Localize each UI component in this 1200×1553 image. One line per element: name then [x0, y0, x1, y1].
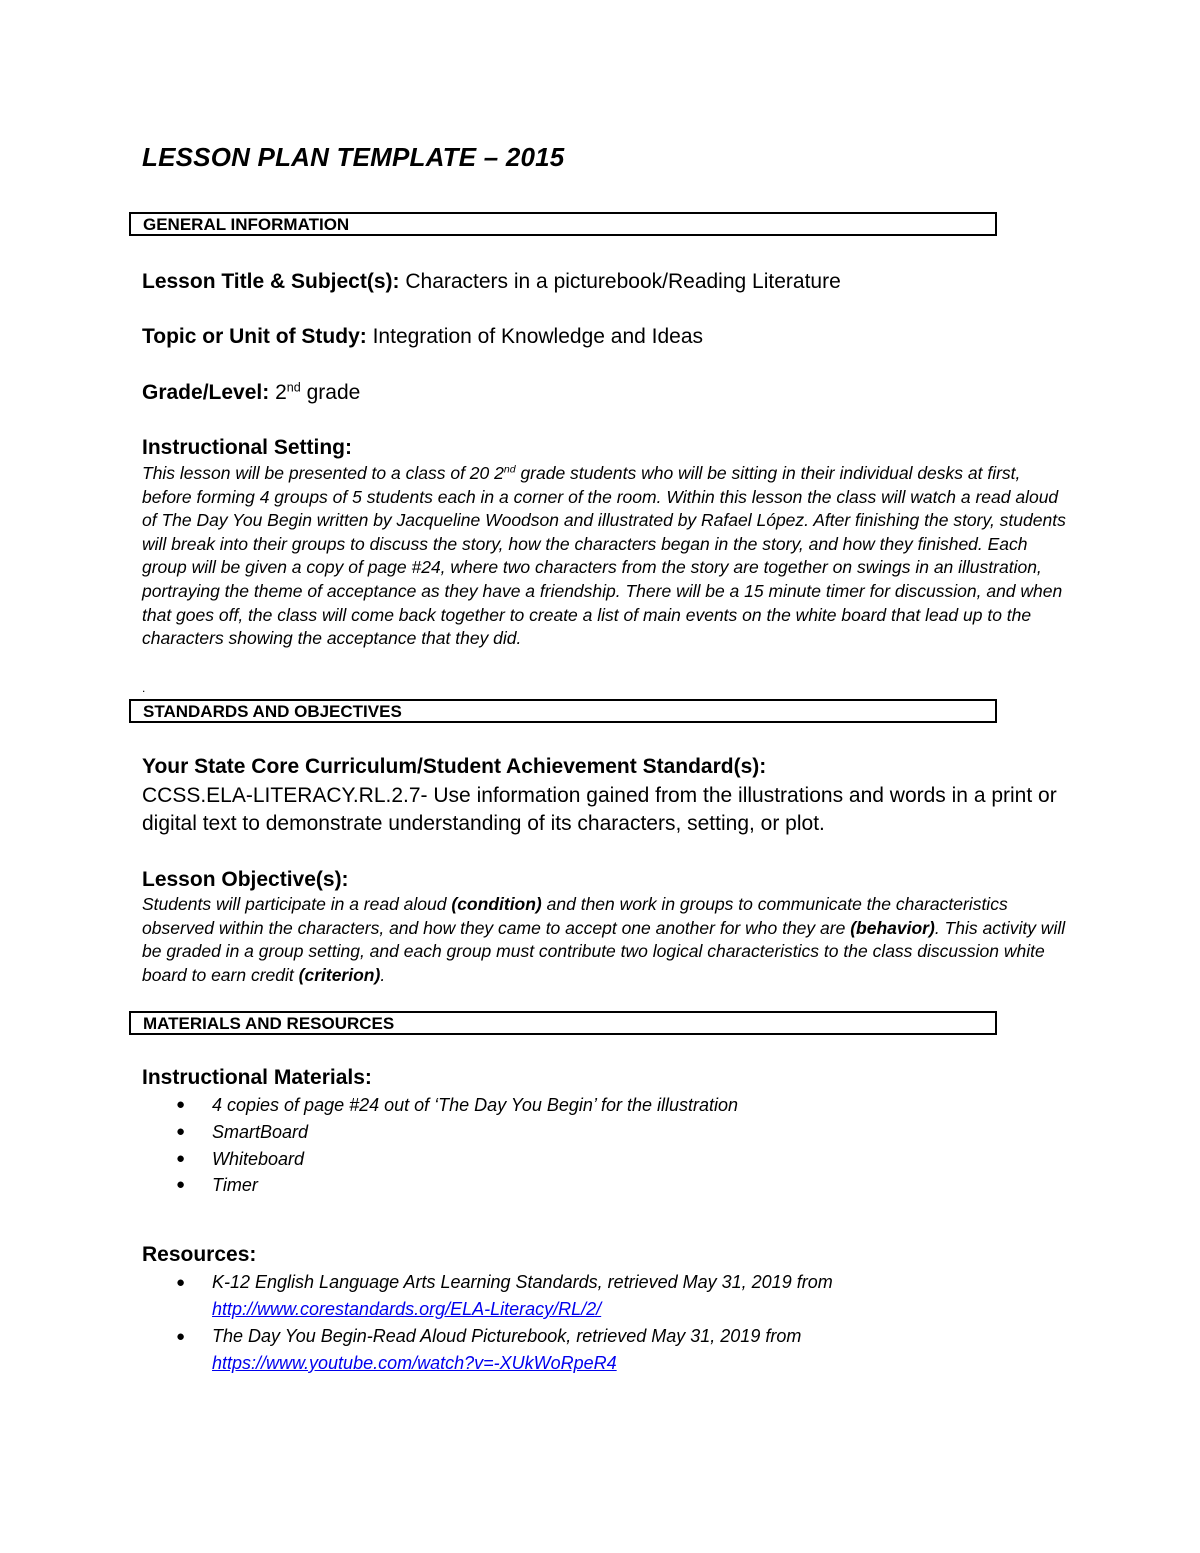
material-text: SmartBoard [212, 1121, 309, 1142]
core-standard-text: CCSS.ELA-LITERACY.RL.2.7- Use information gained from the illustrations and words in a print or digital text to demonstrate understanding of its characters, setting, or plot. [142, 784, 1057, 835]
list-item [176, 1269, 833, 1323]
objective-label: Lesson Objective(s): [142, 868, 349, 891]
bullet-icon: ● [176, 1274, 186, 1291]
topic-label: Topic or Unit of Study: [142, 325, 367, 348]
list-item [176, 1092, 738, 1119]
resource-link-corestandards[interactable]: http://www.corestandards.org/ELA-Literacy/RL/2/ [212, 1299, 602, 1319]
trailing-dot: . [142, 681, 146, 695]
material-text: Whiteboard [212, 1148, 305, 1169]
material-text: 4 copies of page #24 out of ‘The Day You Begin’ for the illustration [212, 1095, 739, 1115]
instructional-materials-label: Instructional Materials: [142, 1066, 372, 1089]
list-item [176, 1323, 833, 1377]
list-item [176, 1119, 738, 1146]
bullet-icon: ● [176, 1149, 186, 1167]
objective-paragraph [142, 893, 1072, 987]
setting-label: Instructional Setting: [142, 436, 352, 459]
objective-condition: (condition) [451, 894, 542, 914]
bullet-icon: ● [176, 1176, 186, 1194]
grade-field [142, 381, 360, 405]
objective-behavior: (behavior) [850, 917, 935, 938]
section-header-materials [129, 1011, 997, 1035]
resources-label: Resources: [142, 1243, 257, 1266]
section-header-general [129, 212, 997, 236]
material-text: Timer [212, 1175, 258, 1196]
bullet-icon: ● [176, 1096, 186, 1113]
lesson-title-field [142, 270, 841, 294]
section-header-standards [129, 699, 997, 723]
resource-link-youtube[interactable]: https://www.youtube.com/watch?v=-XUkWoRpeR4 [212, 1353, 617, 1373]
topic-field [142, 325, 703, 349]
resource-text: K-12 English Language Arts Learning Standards, retrieved May 31, 2019 from [212, 1272, 833, 1292]
grade-number: 2 [275, 381, 287, 404]
objective-text-2: and then work in groups to communicate the characteristics observed within the characters, and how they came to accept one another for who they are [142, 894, 1008, 938]
document-title: LESSON PLAN TEMPLATE – 2015 [142, 142, 565, 172]
setting-text-1: This lesson will be presented to a class of 20 2 [142, 463, 504, 483]
list-item [176, 1146, 738, 1173]
resource-text: The Day You Begin-Read Aloud Picturebook, retrieved May 31, 2019 from [212, 1326, 802, 1346]
lesson-title-value: Characters in a picturebook/Reading Literature [405, 270, 841, 293]
core-standard-label: Your State Core Curriculum/Student Achievement Standard(s): [142, 755, 767, 778]
lesson-title-label: Lesson Title & Subject(s): [142, 270, 400, 293]
topic-value: Integration of Knowledge and Ideas [372, 325, 704, 348]
section-title-general: GENERAL INFORMATION [143, 215, 350, 234]
objective-text-3: . This activity will be graded in a group setting, and each group must contribute two logical characteristics to the class discussion white board to earn credit [142, 917, 1066, 985]
setting-text-2: grade students who will be sitting in their individual desks at first, before forming 4 groups of 5 students each in a corner of the room. Within this lesson the class will watch a read aloud of The Day You Begin written by Jacqueline Woodson and illustrated by Rafael López. After finishing the story, students will break into their groups to discuss the story, how the characters began in the story, and how they finished. Each group will be given a copy of page #24, where two characters from the story are together on swings in an illustration, portraying the theme of acceptance as they have a friendship. There will be a 15 minute timer for discussion, and when that goes off, the class will come back together to create a list of main events on the white board that lead up to the characters showing the acceptance that they did. [142, 463, 1066, 649]
grade-word: grade [306, 381, 361, 404]
section-title-standards: STANDARDS AND OBJECTIVES [143, 702, 402, 721]
bullet-icon: ● [176, 1122, 186, 1140]
setting-sup: nd [503, 463, 516, 476]
grade-label: Grade/Level: [142, 381, 270, 404]
resources-list [176, 1269, 833, 1377]
section-title-materials: MATERIALS AND RESOURCES [143, 1014, 395, 1033]
setting-paragraph [142, 462, 1072, 651]
objective-criterion: (criterion) [298, 964, 381, 985]
objective-text-1: Students will participate in a read aloud [142, 894, 447, 914]
list-item [176, 1172, 738, 1199]
grade-suffix: nd [286, 380, 301, 395]
bullet-icon: ● [176, 1328, 186, 1345]
materials-list [176, 1092, 738, 1199]
objective-end: . [380, 964, 386, 985]
